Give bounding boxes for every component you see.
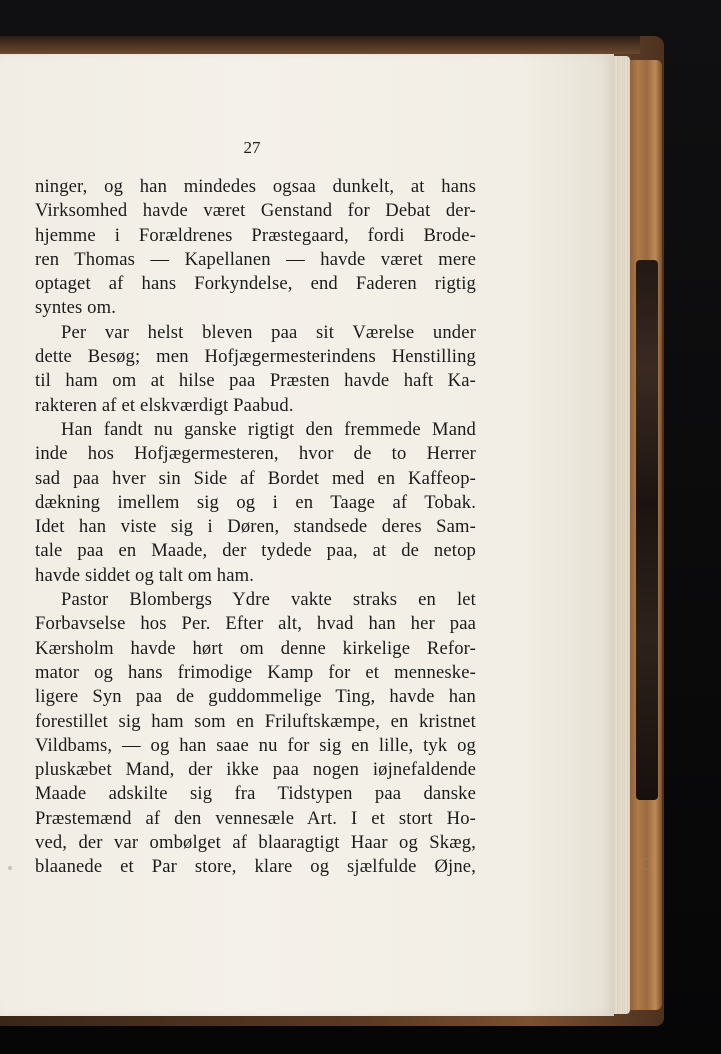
text-line: Idet han viste sig i Døren, standsede deres Sam- [35,516,476,538]
text-line: Per var helst bleven paa sit Værelse under [61,321,476,343]
text-line: optaget af hans Forkyndelse, end Faderen rigtig [35,273,476,295]
text-line: Kærsholm havde hørt om denne kirkelige Refor- [35,637,476,659]
text-line: Virksomhed havde været Genstand for Debat der- [35,200,476,222]
text-line: rakteren af et elskværdigt Paabud. [35,394,294,416]
text-line: blaanede et Par store, klare og sjælfulde Øjne, [35,856,476,878]
edge-mark [641,858,651,870]
text-line: ren Thomas — Kapellanen — havde været mere [35,248,476,270]
text-line: Pastor Blombergs Ydre vakte straks en let [61,589,476,611]
margin-dot [8,866,12,870]
text-line: sad paa hver sin Side af Bordet med en Kaffeop- [35,467,476,489]
text-line: ligere Syn paa de guddommelige Ting, havde han [35,686,476,708]
page-text [35,175,476,880]
book-page [0,54,614,1016]
text-line: hjemme i Forældrenes Præstegaard, fordi Brode- [35,224,476,246]
text-line: dækning imellem sig og i en Taage af Tobak. [35,491,476,513]
text-line: Vildbams, — og han saae nu for sig en lille, tyk og [35,734,476,756]
book-spine-marbling [636,260,658,800]
text-line: Maade adskilte sig fra Tidstypen paa danske [35,783,476,805]
text-line: forestillet sig ham som en Friluftskæmpe, en kristnet [35,710,476,732]
text-line: til ham om at hilse paa Præsten havde haft Ka- [35,370,476,392]
text-line: syntes om. [35,297,117,319]
text-line: inde hos Hofjægermesteren, hvor de to Herrer [35,443,476,465]
text-line: pluskæbet Mand, der ikke paa nogen iøjnefaldende [35,759,476,781]
book-cover-top-edge [0,36,640,54]
text-line: havde siddet og talt om ham. [35,564,255,586]
page-number: 27 [243,138,261,157]
text-line: Han fandt nu ganske rigtigt den fremmede Mand [61,418,476,440]
text-line: mator og hans frimodige Kamp for et menneske- [35,661,476,683]
text-line: Forbavselse hos Per. Efter alt, hvad han her paa [35,613,476,635]
text-line: ninger, og han mindedes ogsaa dunkelt, at hans [35,176,476,197]
text-line: ved, der var ombølget af blaaragtigt Haar og Skæg, [35,832,476,854]
text-line: dette Besøg; men Hofjægermesterindens Henstilling [35,346,476,368]
text-line: tale paa en Maade, der tydede paa, at de netop [35,540,476,562]
text-line: Præstemænd af den vennesæle Art. I et stort Ho- [35,807,476,829]
